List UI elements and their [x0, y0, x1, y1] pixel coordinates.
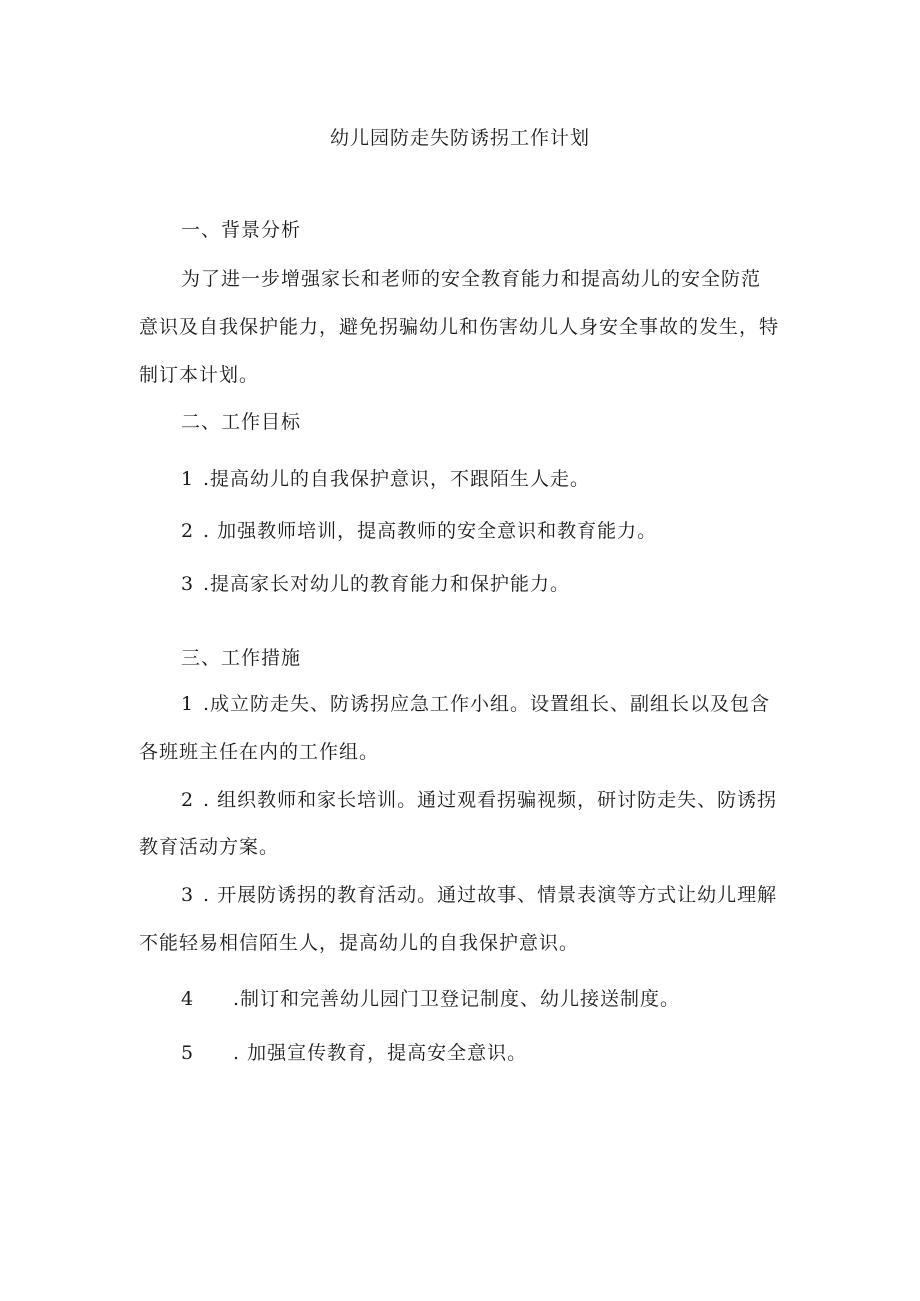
list-item: [181, 690, 789, 718]
paragraph-line: 为了进一步增强家长和老师的安全教育能力和提高幼儿的安全防范: [181, 268, 762, 290]
section-heading-measures: 三、工作措施: [181, 647, 302, 669]
list-item-continuation: 教育活动方案。: [139, 836, 280, 858]
list-item: [181, 465, 789, 493]
paragraph-line: 制订本计划。: [139, 364, 260, 386]
list-item-number: 5: [181, 1042, 195, 1064]
list-item-number: 3: [181, 884, 195, 906]
list-item-continuation: 不能轻易相信陌生人，提高幼儿的自我保护意识。: [139, 932, 580, 954]
list-item: [181, 786, 789, 814]
list-item: [181, 1039, 789, 1067]
list-item-text: .制订和完善幼儿园门卫登记制度、幼儿接送制度。: [233, 988, 681, 1010]
list-item-number: 2: [181, 789, 195, 811]
list-item-continuation: 各班班主任在内的工作组。: [139, 741, 380, 763]
section-heading-goals: 二、工作目标: [181, 411, 302, 433]
list-item-number: 1: [181, 693, 195, 715]
list-item-text: . 加强教师培训，提高教师的安全意识和教育能力。: [203, 520, 658, 542]
list-item-text: .提高家长对幼儿的教育能力和保护能力。: [203, 573, 571, 595]
list-item-text: .成立防走失、防诱拐应急工作小组。设置组长、副组长以及包含: [203, 693, 771, 715]
section-heading-background: 一、背景分析: [181, 219, 302, 241]
list-item-text: .提高幼儿的自我保护意识，不跟陌生人走。: [203, 468, 591, 490]
paragraph-line: 意识及自我保护能力，避免拐骗幼儿和伤害幼儿人身安全事故的发生，特: [139, 316, 780, 338]
list-item: [181, 881, 789, 909]
document-title: 幼儿园防走失防诱拐工作计划: [329, 127, 590, 149]
list-item-text: . 加强宣传教育，提高安全意识。: [233, 1042, 528, 1064]
list-item: [181, 570, 789, 598]
list-item-text: . 开展防诱拐的教育活动。通过故事、情景表演等方式让幼儿理解: [203, 884, 778, 906]
list-item-number: 4: [181, 988, 195, 1010]
list-item: [181, 517, 789, 545]
list-item-text: . 组织教师和家长培训。通过观看拐骗视频，研讨防走失、防诱拐: [203, 789, 778, 811]
list-item: [181, 985, 789, 1013]
list-item-number: 2: [181, 520, 195, 542]
list-item-number: 1: [181, 468, 195, 490]
list-item-number: 3: [181, 573, 195, 595]
